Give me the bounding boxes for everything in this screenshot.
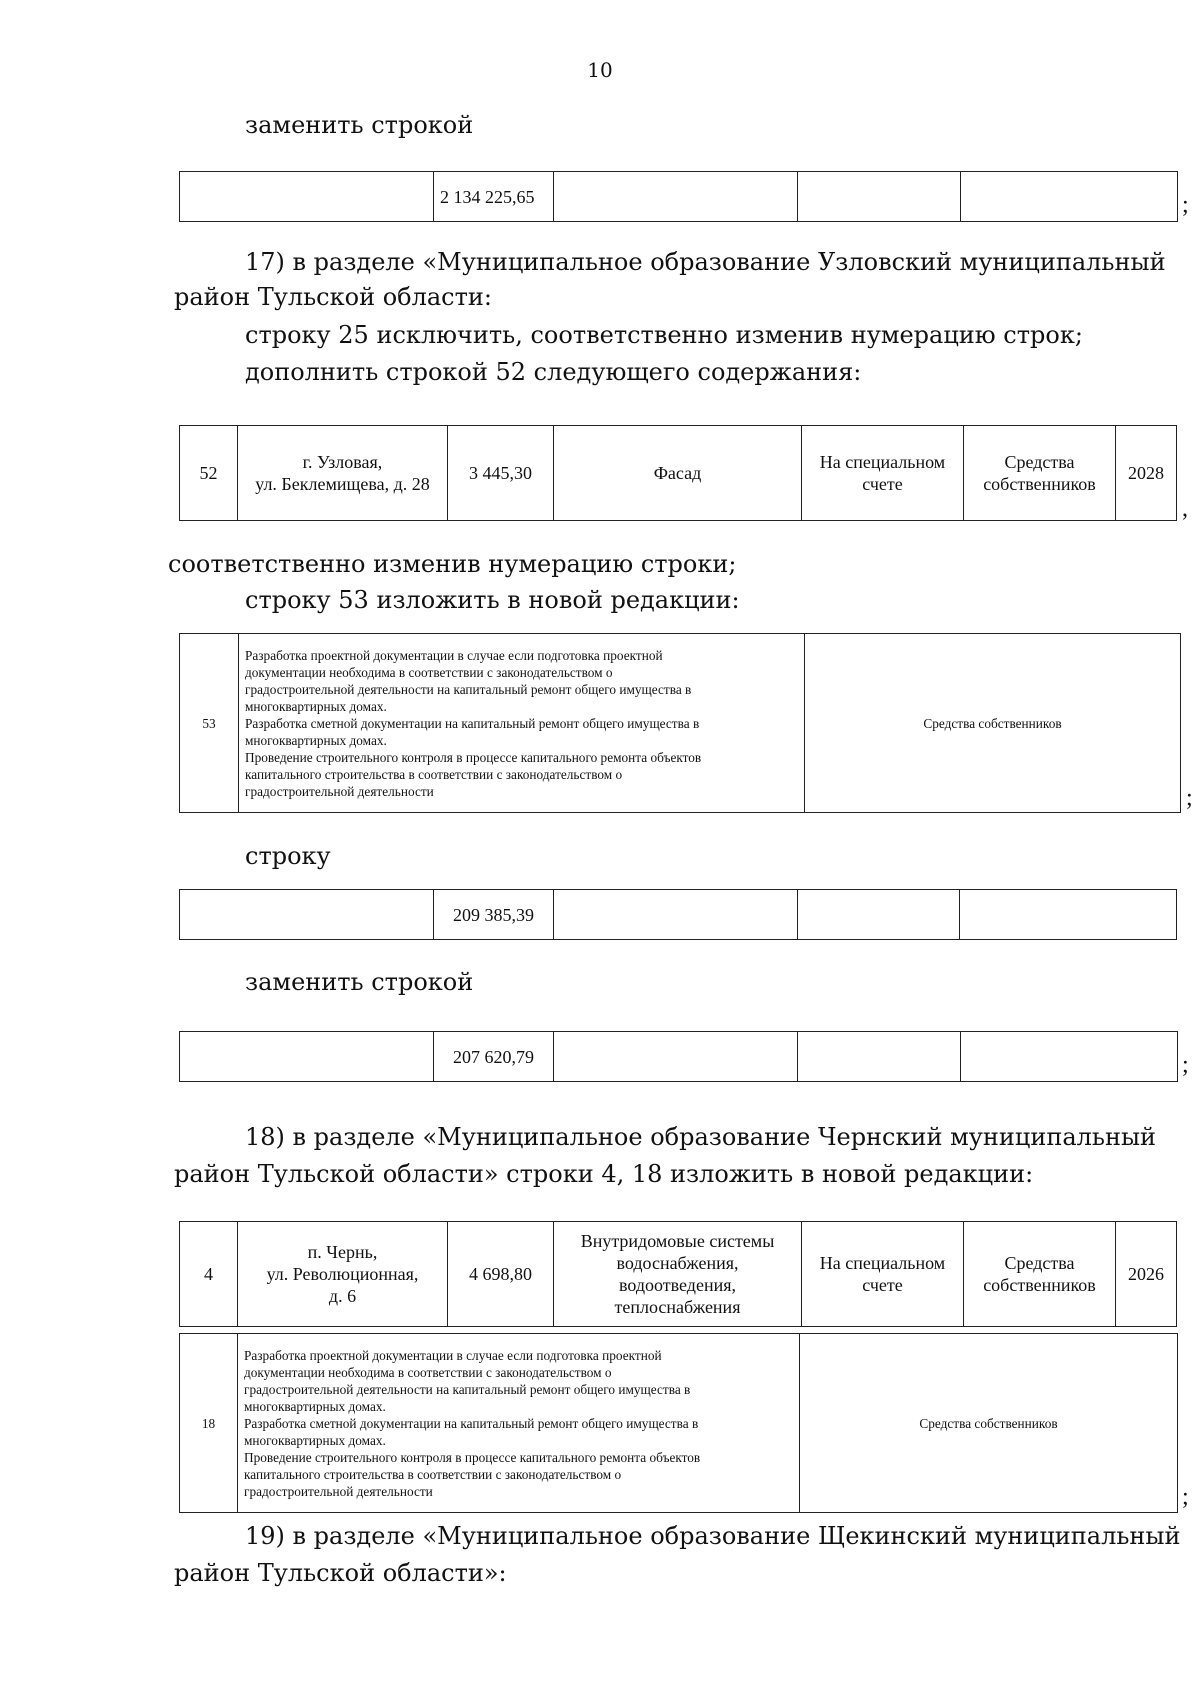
- cell-description: [239, 634, 805, 813]
- item19-line2: район Тульской области»:: [174, 1559, 507, 1587]
- work-line: водоотведения,: [619, 1275, 736, 1295]
- table-row53: [179, 633, 1181, 813]
- cell-funds: Средства собственников: [800, 1334, 1178, 1513]
- cell-num: 53: [180, 634, 239, 813]
- table-cell: [180, 890, 434, 940]
- page-number: 10: [587, 58, 613, 82]
- table-cell: [180, 1032, 434, 1082]
- cell-account: [802, 1222, 964, 1327]
- funds-line: Средства: [1004, 452, 1075, 472]
- table-row: [180, 1222, 1177, 1327]
- description-line: капитального строительства в соответствии с законодательством о: [244, 1466, 622, 1482]
- description-line: многоквартирных домах.: [244, 1398, 386, 1414]
- table-cell: [554, 1032, 798, 1082]
- table-cell: [554, 172, 798, 222]
- work-line: водоснабжения,: [616, 1253, 739, 1273]
- table-row: [180, 634, 1181, 813]
- description-line: многоквартирных домах.: [244, 1432, 386, 1448]
- item17-line2: район Тульской области:: [174, 283, 492, 311]
- semicolon: ;: [1182, 1052, 1189, 1078]
- address-line: п. Чернь,: [307, 1242, 378, 1262]
- table-cell: [961, 172, 1178, 222]
- funds-line: собственников: [983, 1275, 1096, 1295]
- item18-line1: 18) в разделе «Муниципальное образование Чернский муниципальный: [245, 1123, 1157, 1151]
- semicolon: ;: [1186, 785, 1193, 811]
- cell-num: 52: [180, 426, 238, 521]
- description-line: Проведение строительного контроля в процессе капитального ремонта объектов: [244, 1449, 701, 1465]
- cell-account: [802, 426, 964, 521]
- account-line: счете: [862, 474, 903, 494]
- table-cell: [961, 1032, 1178, 1082]
- table-row: [180, 1032, 1178, 1082]
- cell-funds: Средства собственников: [805, 634, 1181, 813]
- paragraph-row53: строку 53 изложить в новой редакции:: [245, 586, 740, 614]
- item19-line1: 19) в разделе «Муниципальное образование Щекинский муниципальный: [245, 1522, 1181, 1550]
- description-line: многоквартирных домах.: [245, 698, 387, 714]
- cell-year: 2026: [1116, 1222, 1177, 1327]
- description-line: Проведение строительного контроля в процессе капитального ремонта объектов: [245, 749, 702, 765]
- description-line: Разработка сметной документации на капитальный ремонт общего имущества в: [244, 1415, 699, 1431]
- description-line: документации необходима в соответствии с законодательством о: [244, 1364, 612, 1380]
- table-row: [180, 890, 1177, 940]
- address-line: ул. Беклемищева, д. 28: [255, 474, 430, 494]
- table-row: [180, 426, 1177, 521]
- table-cell-value: 209 385,39: [434, 890, 554, 940]
- table-row18: [179, 1333, 1178, 1513]
- cell-num: 18: [180, 1334, 238, 1513]
- cell-funds: [964, 426, 1116, 521]
- table-cell-value: 207 620,79: [434, 1032, 554, 1082]
- table-row4: [179, 1221, 1177, 1327]
- description-line: Разработка сметной документации на капитальный ремонт общего имущества в: [245, 715, 700, 731]
- table-cell-value: 2 134 225,65: [434, 172, 554, 222]
- item17-line4: дополнить строкой 52 следующего содержания:: [245, 358, 862, 386]
- address-line: д. 6: [328, 1286, 357, 1306]
- table-cell: [554, 890, 798, 940]
- cell-area: 3 445,30: [448, 426, 554, 521]
- table-row52: [179, 425, 1177, 521]
- table-cell: [798, 890, 960, 940]
- item17-line3: строку 25 исключить, соответственно изменив нумерацию строк;: [245, 321, 1083, 349]
- cell-address: [238, 426, 448, 521]
- address-line: г. Узловая,: [302, 452, 383, 472]
- paragraph-replace-1: заменить строкой: [245, 111, 474, 139]
- description-line: капитального строительства в соответствии с законодательством о: [245, 766, 623, 782]
- table-cell: [798, 172, 961, 222]
- work-line: Внутридомовые системы: [580, 1231, 775, 1251]
- paragraph-stroku: строку: [245, 842, 331, 870]
- description-line: Разработка проектной документации в случае если подготовка проектной: [245, 647, 663, 663]
- cell-work: Фасад: [554, 426, 802, 521]
- cell-year: 2028: [1116, 426, 1177, 521]
- description-line: градостроительной деятельности: [244, 1483, 433, 1499]
- table-cell: [180, 172, 434, 222]
- funds-line: собственников: [983, 474, 1096, 494]
- description-line: Разработка проектной документации в случае если подготовка проектной: [244, 1347, 662, 1363]
- description-line: градостроительной деятельности: [245, 783, 434, 799]
- semicolon: ;: [1182, 192, 1189, 218]
- cell-address: [238, 1222, 448, 1327]
- description-line: градостроительной деятельности на капитальный ремонт общего имущества в: [245, 681, 692, 697]
- table-a: [179, 171, 1178, 222]
- description-line: документации необходима в соответствии с законодательством о: [245, 664, 613, 680]
- funds-line: Средства: [1004, 1253, 1075, 1273]
- item17-line1: 17) в разделе «Муниципальное образование Узловский муниципальный: [245, 248, 1166, 276]
- cell-work: [554, 1222, 802, 1327]
- description-line: многоквартирных домах.: [245, 732, 387, 748]
- paragraph-renumber: соответственно изменив нумерацию строки;: [168, 550, 737, 578]
- table-cell: [960, 890, 1177, 940]
- work-line: теплоснабжения: [614, 1297, 741, 1317]
- cell-funds: [964, 1222, 1116, 1327]
- cell-num: 4: [180, 1222, 238, 1327]
- cell-description: [238, 1334, 800, 1513]
- item18-line2: район Тульской области» строки 4, 18 изложить в новой редакции:: [174, 1160, 1034, 1188]
- table-c: [179, 1031, 1178, 1082]
- account-line: На специальном: [819, 452, 946, 472]
- table-row: [180, 172, 1178, 222]
- description-line: градостроительной деятельности на капитальный ремонт общего имущества в: [244, 1381, 691, 1397]
- account-line: счете: [862, 1275, 903, 1295]
- account-line: На специальном: [819, 1253, 946, 1273]
- paragraph-replace-2: заменить строкой: [245, 968, 474, 996]
- semicolon: ;: [1182, 1484, 1189, 1510]
- address-line: ул. Революционная,: [266, 1264, 419, 1284]
- comma: ,: [1182, 496, 1188, 522]
- table-cell: [798, 1032, 961, 1082]
- cell-area: 4 698,80: [448, 1222, 554, 1327]
- table-b: [179, 889, 1177, 940]
- table-row: [180, 1334, 1178, 1513]
